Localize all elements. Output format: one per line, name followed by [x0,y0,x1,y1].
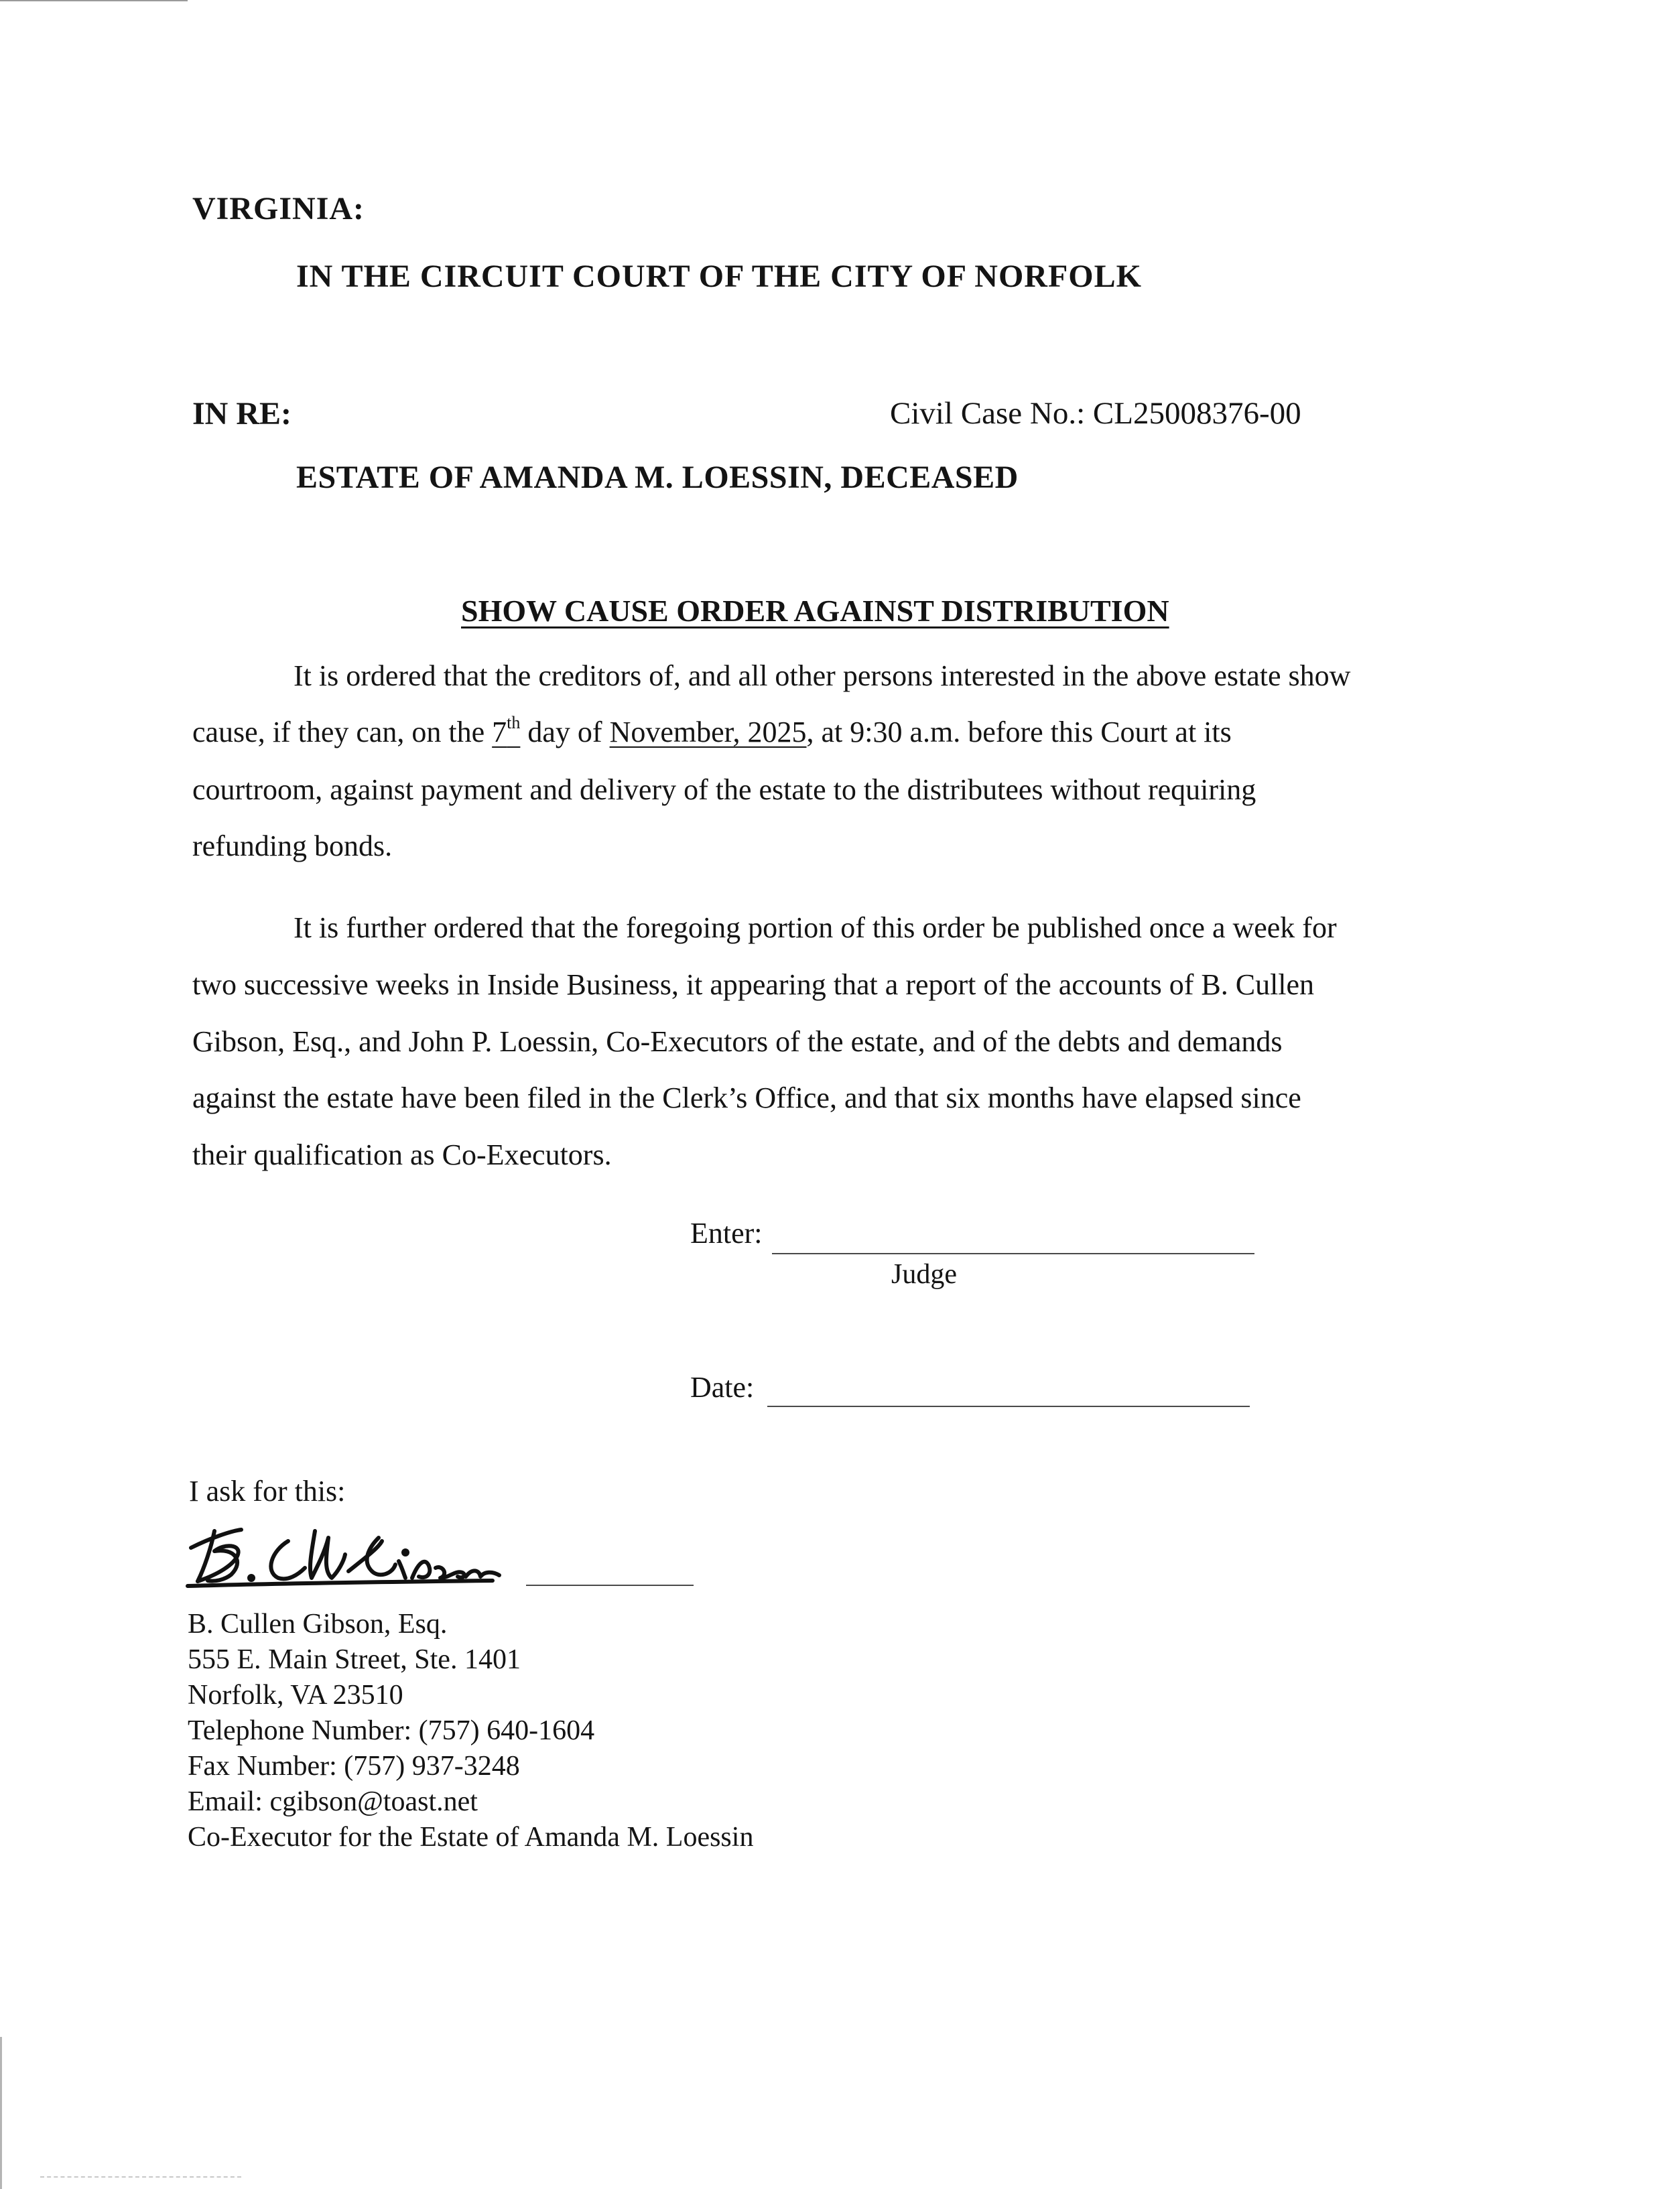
scan-edge-top [0,0,188,1]
hearing-day-number: 7 [492,716,507,748]
estate-caption: ESTATE OF AMANDA M. LOESSIN, DECEASED [296,460,1019,495]
paragraph2-line3: Gibson, Esq., and John P. Loessin, Co-Executors of the estate, and of the debts and demands [192,1025,1283,1058]
case-number: Civil Case No.: CL25008376-00 [890,396,1301,431]
date-label: Date: [690,1371,755,1404]
attorney-address-city: Norfolk, VA 23510 [188,1680,403,1711]
hearing-day-suffix: th [507,713,521,732]
paragraph1-text-b: day of [520,716,610,748]
hearing-day [492,713,521,748]
attorney-telephone: Telephone Number: (757) 640-1604 [188,1715,595,1746]
paragraph1-line4: refunding bonds. [192,830,393,862]
attorney-address-street: 555 E. Main Street, Ste. 1401 [188,1644,521,1675]
attorney-fax: Fax Number: (757) 937-3248 [188,1751,520,1782]
hearing-month-year: November, 2025 [609,716,807,748]
paragraph2-line5: their qualification as Co-Executors. [192,1138,612,1171]
paragraph2-line2: two successive weeks in Inside Business, it appearing that a report of the accounts of B. Cullen [192,968,1315,1001]
scan-mark-bottom [40,2176,241,2178]
paragraph1-text-c: , at 9:30 a.m. before this Court at its [806,716,1232,748]
paragraph2-line1: It is further ordered that the foregoing portion of this order be published once a week for [294,911,1337,944]
date-line [767,1406,1250,1407]
request-label: I ask for this: [189,1475,346,1508]
scan-edge-left [0,2037,2,2189]
paragraph1-text-a: cause, if they can, on the [192,716,493,748]
in-re-label: IN RE: [192,396,292,432]
paragraph1-line1: It is ordered that the creditors of, and all other persons interested in the above estate show [294,659,1351,692]
judge-caption: Judge [891,1259,957,1290]
handwritten-signature [178,1511,526,1591]
paragraph2-line4: against the estate have been filed in the Clerk’s Office, and that six months have elapsed since [192,1081,1301,1114]
attorney-name: B. Cullen Gibson, Esq. [188,1609,448,1640]
document-title: SHOW CAUSE ORDER AGAINST DISTRIBUTION [461,594,1169,628]
paragraph1-line2 [192,715,1232,749]
court-name: IN THE CIRCUIT COURT OF THE CITY OF NORFOLK [296,259,1142,294]
paragraph1-line3: courtroom, against payment and delivery of the estate to the distributees without requiring [192,773,1256,806]
attorney-email: Email: cgibson@toast.net [188,1786,478,1817]
attorney-role: Co-Executor for the Estate of Amanda M. Loessin [188,1822,754,1853]
attorney-signature-line [526,1585,694,1586]
enter-label: Enter: [690,1217,763,1250]
jurisdiction-state: VIRGINIA: [192,191,365,226]
judge-signature-line [772,1253,1254,1254]
